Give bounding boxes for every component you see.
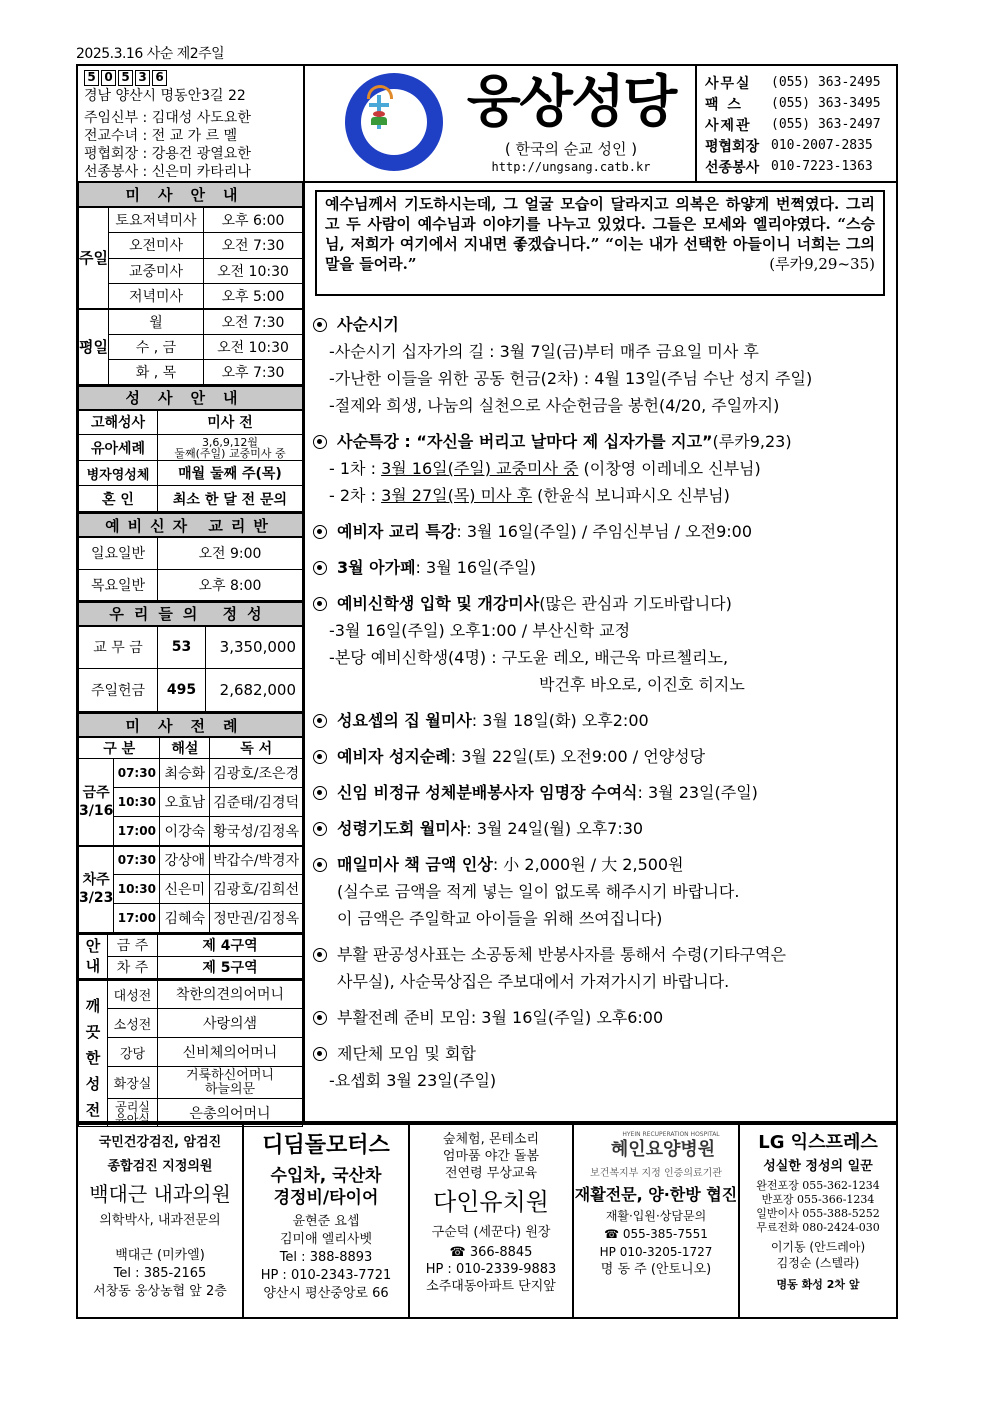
notice-item xyxy=(313,555,898,581)
notice-title: 신임 비정규 성체분배봉사자 임명장 수여식 xyxy=(337,783,638,802)
readers: 박갑수/박경자 xyxy=(210,846,303,875)
contact-box xyxy=(697,64,898,183)
notice-title: 부활전례 준비 모임 xyxy=(337,1008,471,1027)
sacrament-name: 병자영성체 xyxy=(79,461,158,486)
readers: 김광호/조은경 xyxy=(210,759,303,788)
radio-bullet-icon xyxy=(313,318,327,332)
notice-item xyxy=(313,591,898,698)
notice-line: - 2차 : 3월 27일(목) 미사 후 (한윤식 보니파시오 신부님) xyxy=(329,486,730,505)
mass-name: 오전미사 xyxy=(109,232,204,258)
notice-title: 사순시기 xyxy=(337,315,399,334)
radio-bullet-icon xyxy=(313,1011,327,1025)
notice-title-ref: (루카9,23) xyxy=(712,432,792,451)
notice-detail: : 3월 16일(주일) xyxy=(415,558,536,577)
offering-count: 53 xyxy=(158,626,206,669)
contact-label: 평협회장 xyxy=(705,138,760,155)
catechumen-header: 예비신자 교리반 xyxy=(79,513,303,537)
mass-time: 오전 10:30 xyxy=(204,258,303,283)
parish-url[interactable]: http://ungsang.catb.kr xyxy=(491,160,651,174)
radio-bullet-icon xyxy=(313,786,327,800)
notice-line: (실수로 금액을 적게 넣는 일이 없도록 해주시기 바랍니다. xyxy=(337,882,740,901)
ad-kindergarten: 숲체험, 몬테소리 엄마품 야간 돌봄 전연령 무상교육 다인유치원 구순덕 (세꾼다) 원장 ☎ 366-8845 HP : 010-2339-9883 소주대동아파트 단지앞 xyxy=(410,1125,574,1317)
class-name: 목요일반 xyxy=(79,569,158,600)
mass-name: 토요저녁미사 xyxy=(109,207,204,232)
class-time: 오전 9:00 xyxy=(158,537,303,569)
liturgy-header: 미사전례 xyxy=(79,713,303,737)
staff-name: 김대성 사도요한 xyxy=(151,110,251,126)
gospel-quote-box xyxy=(315,190,885,296)
weekday-label: 평일 xyxy=(79,309,109,384)
sacrament-value: 미사 전 xyxy=(158,410,303,435)
offerings-table xyxy=(78,601,303,713)
cleaning-area: 화장실 xyxy=(108,1067,158,1099)
offering-amount: 2,682,000 xyxy=(206,669,303,712)
notice-title: 예비자 교리 특강 xyxy=(337,522,457,541)
offering-name: 주일헌금 xyxy=(79,669,158,712)
contact-label: 선종봉사 xyxy=(705,159,760,176)
notice-line: -본당 예비신학생(4명) : 구도윤 레오, 배근욱 마르첼리노, xyxy=(329,648,729,667)
mass-time: 07:30 xyxy=(114,846,160,875)
notice-title: 예비신학생 입학 및 개강미사 xyxy=(337,594,540,613)
column-header: 해설 xyxy=(160,737,210,759)
sacraments-table xyxy=(78,385,303,513)
notice-title: 3월 아가페 xyxy=(337,558,416,577)
contact-row xyxy=(705,135,888,156)
sacrament-value: 최소 한 달 전 문의 xyxy=(158,486,303,512)
cleaning-area: 대성전 xyxy=(108,980,158,1009)
notice-item xyxy=(313,1005,898,1031)
radio-bullet-icon xyxy=(313,525,327,539)
notice-item xyxy=(313,519,898,545)
ad-motors: 디딤돌모터스 수입차, 국산차 경정비/타이어 윤현준 요셉 김미애 엘리사벳 Tel : 388-8893 HP : 010-2343-7721 양산시 평산중앙로 66 xyxy=(244,1125,410,1317)
notice-detail: (많은 관심과 기도바랍니다) xyxy=(539,594,732,613)
mass-time: 오후 5:00 xyxy=(204,283,303,309)
contact-value: (055) 363-3495 xyxy=(771,96,881,111)
notice-detail: : 3월 23일(주일) xyxy=(637,783,758,802)
cleaning-group: 착한의견의어머니 xyxy=(158,980,303,1009)
notices-list xyxy=(313,312,898,1104)
notice-item xyxy=(313,1041,898,1094)
mass-time: 07:30 xyxy=(114,759,160,788)
parish-title: 웅상성당 xyxy=(466,70,676,135)
notice-detail: : 3월 24일(월) 오후7:30 xyxy=(466,819,644,838)
sacrament-name: 혼 인 xyxy=(79,486,158,512)
notice-line: -요셉회 3월 23일(주일) xyxy=(329,1071,497,1090)
readers: 김광호/김희선 xyxy=(210,875,303,904)
cleaning-table xyxy=(78,979,303,1128)
notice-title: 성요셉의 집 월미사 xyxy=(337,711,472,730)
mass-name: 교중미사 xyxy=(109,258,204,283)
offering-count: 495 xyxy=(158,669,206,712)
zip-digit: 3 xyxy=(135,70,150,86)
notice-item xyxy=(313,429,898,509)
radio-bullet-icon xyxy=(313,822,327,836)
staff-name: 전 교 가 르 멜 xyxy=(151,128,238,144)
commentator: 신은미 xyxy=(160,875,210,904)
week-label: 금주 3/16 xyxy=(79,759,114,846)
contact-value: (055) 363-2495 xyxy=(771,75,881,90)
cleaning-group: 은총의어머니 xyxy=(158,1099,303,1127)
notice-title: 성령기도회 월미사 xyxy=(337,819,467,838)
mass-time: 오전 7:30 xyxy=(204,232,303,258)
guide-week: 금 주 xyxy=(108,934,158,956)
sacrament-value: 3,6,9,12월 둘째(주일) 교중미사 중 xyxy=(158,435,303,461)
staff-role: 전교수녀 xyxy=(84,128,139,144)
notice-detail: : 小 2,000원 / 大 2,500원 xyxy=(492,855,684,874)
offerings-header: 우리들의 정성 xyxy=(79,602,303,626)
mass-time: 오후 7:30 xyxy=(204,359,303,384)
gospel-text: 예수님께서 기도하시는데, 그 얼굴 모습이 달라지고 의복은 하얗게 번쩍였다. 그리고 두 사람이 예수님과 이야기를 나누고 있었다. 그들은 모세와 엘리야였다. “스승님, 저희가 여기에서 지내면 좋겠습니다.” “이는 내가 선택한 아들이니 너희는 그의 말을 들어라.” xyxy=(325,195,875,273)
staff-row: 전교수녀 : 전 교 가 르 멜 xyxy=(84,128,238,144)
ad-clinic: 국민건강검진, 암검진 종합검진 지정의원 백대근 내과의원 의학박사, 내과전문의 백대근 (미카엘) Tel : 385-2165 서창동 웅상농협 앞 2층 xyxy=(78,1125,244,1317)
notice-item xyxy=(313,312,898,419)
class-time: 오후 8:00 xyxy=(158,569,303,600)
mass-name: 화 , 목 xyxy=(109,359,204,384)
class-name: 일요일반 xyxy=(79,537,158,569)
notice-detail: : 3월 16일(주일) / 주임신부님 / 오전9:00 xyxy=(456,522,753,541)
notice-line: 이 금액은 주일학교 아이들을 위해 쓰여집니다) xyxy=(337,909,663,928)
contact-label: 사제관 xyxy=(705,117,752,134)
mass-name: 수 , 금 xyxy=(109,334,204,359)
cleaning-area: 소성전 xyxy=(108,1009,158,1038)
contact-row xyxy=(705,72,888,93)
notice-line: -절제와 희생, 나눔의 실천으로 사순헌금을 봉헌(4/20, 주일까지) xyxy=(329,396,780,415)
notice-line: 사무실), 사순묵상집은 주보대에서 가져가시기 바랍니다. xyxy=(337,972,730,991)
staff-role: 평협회장 xyxy=(84,146,139,162)
column-header: 구 분 xyxy=(79,737,160,759)
sacrament-value: 매월 둘째 주(목) xyxy=(158,461,303,486)
parish-subtitle: ( 한국의 순교 성인 ) xyxy=(504,140,638,158)
notice-title: 매일미사 책 금액 인상 xyxy=(337,855,493,874)
liturgy-table xyxy=(78,712,303,933)
ad-moving: LG 익스프레스 성실한 정성의 일꾼 완전포장 055-362-1234 반포장 055-366-1234 일반이사 055-388-5252 무료전화 080-2424-030 이기동 (안드레아) 김정순 (스텔라) 명동 화성 2차 앞 xyxy=(756,1132,880,1291)
guide-table xyxy=(78,933,303,979)
offering-name: 교 무 금 xyxy=(79,626,158,669)
zip-digit: 5 xyxy=(84,70,99,86)
notice-item xyxy=(313,852,898,932)
commentator: 최승화 xyxy=(160,759,210,788)
radio-bullet-icon xyxy=(313,1047,327,1061)
parish-info-box xyxy=(76,64,305,183)
radio-bullet-icon xyxy=(313,948,327,962)
mass-time: 10:30 xyxy=(114,788,160,817)
notice-detail: : 3월 16일(주일) 오후6:00 xyxy=(470,1008,664,1027)
notice-title: 제단체 모임 및 회합 xyxy=(337,1044,476,1063)
guide-zone: 제 4구역 xyxy=(158,934,303,956)
mass-schedule-header: 미사안내 xyxy=(79,183,303,207)
mass-time: 10:30 xyxy=(114,875,160,904)
cleaning-area: 공리실 유아실 xyxy=(108,1099,158,1127)
cleaning-area: 강당 xyxy=(108,1038,158,1067)
zip-digit: 6 xyxy=(152,70,167,86)
staff-row: 평협회장 : 강용건 광열요한 xyxy=(84,146,251,162)
zip-digit: 5 xyxy=(118,70,133,86)
sunday-label: 주일 xyxy=(79,207,109,309)
commentator: 오효남 xyxy=(160,788,210,817)
cleaning-label: 깨끗한성전 xyxy=(79,980,108,1127)
notice-line: -가난한 이들을 위한 공동 헌금(2차) : 4월 13일(주님 수난 성지 주일) xyxy=(329,369,813,388)
radio-bullet-icon xyxy=(313,750,327,764)
issue-dateline: 2025.3.16 사순 제2주일 xyxy=(76,46,225,62)
notice-line: -3월 16일(주일) 오후1:00 / 부산신학 교정 xyxy=(329,621,631,640)
cleaning-group: 신비체의어머니 xyxy=(158,1038,303,1067)
mass-name: 월 xyxy=(109,309,204,334)
radio-bullet-icon xyxy=(313,597,327,611)
notice-title: 사순특강 : “자신을 버리고 날마다 제 십자가를 지고” xyxy=(337,432,713,451)
sacrament-name: 유아세례 xyxy=(79,435,158,461)
notice-detail: : 3월 22일(토) 오전9:00 / 언양성당 xyxy=(450,747,706,766)
mass-time: 17:00 xyxy=(114,904,160,933)
staff-row: 주임신부 : 김대성 사도요한 xyxy=(84,110,251,126)
radio-bullet-icon xyxy=(313,435,327,449)
radio-bullet-icon xyxy=(313,561,327,575)
ad-hospital: HYEIN RECUPERATION HOSPITAL 혜인요양병원 보건복지부 지정 인증의료기관 재활전문, 양·한방 협진 재활·입원·상담문의 ☎ 055-385-7551 HP 010-3205-1727 명 동 주 (안토니오) xyxy=(574,1125,740,1317)
commentator: 김혜숙 xyxy=(160,904,210,933)
contact-row xyxy=(705,156,888,177)
contact-value: (055) 363-2497 xyxy=(771,117,881,132)
staff-name: 강용건 광열요한 xyxy=(151,146,251,162)
staff-name: 신은미 카타리나 xyxy=(151,164,251,180)
sacraments-header: 성사안내 xyxy=(79,386,303,410)
notice-title: 예비자 성지순례 xyxy=(337,747,451,766)
contact-value: 010-2007-2835 xyxy=(771,138,873,153)
column-header: 독 서 xyxy=(210,737,303,759)
staff-row: 선종봉사 : 신은미 카타리나 xyxy=(84,164,251,180)
guide-week: 차 주 xyxy=(108,956,158,978)
notice-line: -사순시기 십자가의 길 : 3월 7일(금)부터 매주 금요일 미사 후 xyxy=(329,342,759,361)
notice-item xyxy=(313,942,898,995)
readers: 정만권/김정옥 xyxy=(210,904,303,933)
notice-item xyxy=(313,816,898,842)
readers: 황국성/김정옥 xyxy=(210,817,303,846)
zip-code xyxy=(84,70,297,86)
commentator: 이강숙 xyxy=(160,817,210,846)
contact-label: 팩 스 xyxy=(705,96,743,113)
advertisements xyxy=(76,1123,898,1319)
notice-line: 박건후 바오로, 이진호 히지노 xyxy=(539,675,745,694)
cleaning-group: 거룩하신어머니 하늘의문 xyxy=(158,1067,303,1099)
contact-row xyxy=(705,114,888,135)
parish-logo-icon xyxy=(345,73,443,171)
notice-detail: : 3월 18일(화) 오후2:00 xyxy=(471,711,649,730)
mass-time: 오후 6:00 xyxy=(204,207,303,232)
mass-time: 오전 7:30 xyxy=(204,309,303,334)
notice-line: - 1차 : 3월 16일(주일) 교중미사 중 (이창영 이레네오 신부님) xyxy=(329,459,761,478)
radio-bullet-icon xyxy=(313,858,327,872)
commentator: 강상애 xyxy=(160,846,210,875)
address: 경남 양산시 명동안3길 22 xyxy=(84,88,246,104)
readers: 김준태/김경덕 xyxy=(210,788,303,817)
mass-name: 저녁미사 xyxy=(109,283,204,309)
staff-role: 선종봉사 xyxy=(84,164,139,180)
catechumen-table xyxy=(78,512,303,601)
radio-bullet-icon xyxy=(313,714,327,728)
contact-value: 010-7223-1363 xyxy=(771,159,873,174)
guide-zone: 제 5구역 xyxy=(158,956,303,978)
notice-item xyxy=(313,744,898,770)
mass-schedule-table xyxy=(78,183,303,385)
notice-item xyxy=(313,708,898,734)
week-label: 차주 3/23 xyxy=(79,846,114,933)
offering-amount: 3,350,000 xyxy=(206,626,303,669)
mass-time: 오전 10:30 xyxy=(204,334,303,359)
notice-title: 부활 판공성사표는 소공동체 반봉사자를 통해서 수령(기타구역은 xyxy=(337,945,786,964)
left-sidebar xyxy=(76,183,305,1126)
contact-row xyxy=(705,93,888,114)
contact-label: 사무실 xyxy=(705,75,752,92)
gospel-reference: (루카9,29~35) xyxy=(769,255,875,273)
staff-role: 주임신부 xyxy=(84,110,139,126)
notice-item xyxy=(313,780,898,806)
cleaning-group: 사랑의샘 xyxy=(158,1009,303,1038)
guide-label: 안내 xyxy=(79,934,108,978)
sacrament-name: 고해성사 xyxy=(79,410,158,435)
masthead xyxy=(305,64,697,183)
zip-digit: 0 xyxy=(101,70,116,86)
mass-time: 17:00 xyxy=(114,817,160,846)
